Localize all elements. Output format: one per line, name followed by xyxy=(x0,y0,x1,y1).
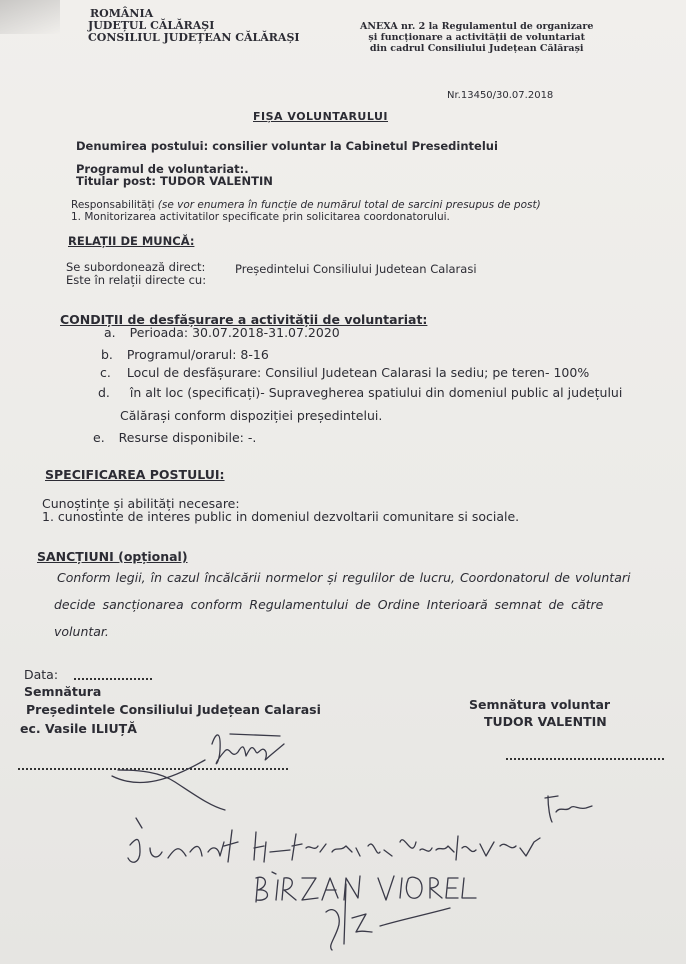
condition-text: Perioada: 30.07.2018-31.07.2020 xyxy=(129,325,340,340)
president-signature xyxy=(212,734,284,764)
header-council: CONSILIUL JUDEȚEAN CĂLĂRAȘI xyxy=(88,31,300,44)
condition-marker: c. xyxy=(100,365,111,380)
condition-marker: a. xyxy=(104,325,116,340)
date-label: Data: xyxy=(24,667,59,682)
condition-text: Programul/orarul: 8-16 xyxy=(126,347,269,362)
program-label: Programul de voluntariat:. xyxy=(76,162,249,176)
president-title: Președintele Consiliului Județean Calarasi xyxy=(26,702,321,717)
annex-line-1: ANEXA nr. 2 la Regulamentul de organizare xyxy=(360,21,594,32)
skills-label: Cunoștințe și abilități necesare: xyxy=(42,496,240,511)
document-title: FIȘA VOLUNTARULUI xyxy=(253,110,389,123)
date-dotted-line xyxy=(74,678,152,680)
specification-heading: SPECIFICAREA POSTULUI: xyxy=(45,467,225,482)
handwritten-note-line-2-text xyxy=(258,880,343,893)
condition-marker: e. xyxy=(93,430,105,445)
work-relations-heading: RELAȚII DE MUNCĂ: xyxy=(68,234,195,248)
holder-value: TUDOR VALENTIN xyxy=(159,174,273,188)
header-country: ROMÂNIA xyxy=(90,7,154,20)
president-signature-line xyxy=(18,768,288,770)
volunteer-signature-line xyxy=(506,758,664,760)
president-name: ec. Vasile ILIUȚĂ xyxy=(20,721,137,736)
condition-text: în alt loc (specificați)- Supravegherea spatiului din domeniul public al județului xyxy=(129,385,623,400)
sanctions-line-1: Conform legii, în cazul încălcării normelor și regulilor de lucru, Coordonatorul de voluntari xyxy=(57,570,631,585)
condition-item xyxy=(93,430,256,445)
header-right xyxy=(360,21,593,54)
conditions-heading: CONDIȚII de desfășurare a activității de voluntariat: xyxy=(60,312,428,327)
condition-item xyxy=(104,325,340,340)
sanctions-line-3: voluntar. xyxy=(54,624,109,639)
condition-marker: b. xyxy=(101,347,113,362)
responsibilities xyxy=(71,199,541,211)
responsibility-item-1: 1. Monitorizarea activitatilor specificate prin solicitarea coordonatorului. xyxy=(71,211,450,223)
condition-text: Resurse disponibile: -. xyxy=(118,430,257,445)
skill-item-1: 1. cunostinte de interes public in domeniul dezvoltarii comunitare si sociale. xyxy=(42,509,520,524)
post-holder xyxy=(76,174,273,188)
header-left xyxy=(88,8,300,44)
direct-relations-label: Este în relații directe cu: xyxy=(66,273,207,287)
subordinate-label: Se subordonează direct: xyxy=(66,260,206,274)
post-name-label: Denumirea postului: xyxy=(76,139,209,153)
header-county: JUDEȚUL CĂLĂRAȘI xyxy=(88,19,215,32)
paper-shadow xyxy=(0,0,60,34)
sanctions-heading: SANCȚIUNI (opțional) xyxy=(37,549,188,564)
annex-line-3: din cadrul Consiliului Județean Călărași xyxy=(369,43,584,54)
condition-marker: d. xyxy=(98,385,110,400)
annex-line-2: și funcționare a activității de voluntariat xyxy=(368,32,586,43)
volunteer-name: TUDOR VALENTIN xyxy=(484,714,607,729)
subordinate-value: Președintelui Consiliului Judetean Calarasi xyxy=(235,262,477,276)
signature-label: Semnătura xyxy=(24,684,102,699)
handwritten-initials xyxy=(326,884,450,950)
handwritten-note-line-1-text xyxy=(136,840,311,853)
post-name xyxy=(76,139,498,153)
condition-item xyxy=(98,385,622,400)
responsibilities-label: Responsabilități xyxy=(71,199,155,211)
holder-label: Titular post: xyxy=(76,174,156,188)
sanctions-line-2: decide sancționarea conform Regulamentului de Ordine Interioară semnat de către xyxy=(54,597,604,612)
condition-continuation: Călărași conform dispoziției președintelui. xyxy=(120,408,383,423)
condition-text: Locul de desfășurare: Consiliul Judetean Calarasi la sediu; pe teren- 100% xyxy=(126,365,590,380)
volunteer-signature-label: Semnătura voluntar xyxy=(469,697,611,712)
condition-item xyxy=(101,347,269,362)
condition-item xyxy=(100,365,589,380)
post-name-value: consilier voluntar la Cabinetul Presedintelui xyxy=(212,139,498,153)
volunteer-signature xyxy=(545,796,592,822)
responsibilities-note: (se vor enumera în funcție de numărul total de sarcini presupus de post) xyxy=(157,199,541,211)
registration-number: Nr.13450/30.07.2018 xyxy=(447,90,554,101)
